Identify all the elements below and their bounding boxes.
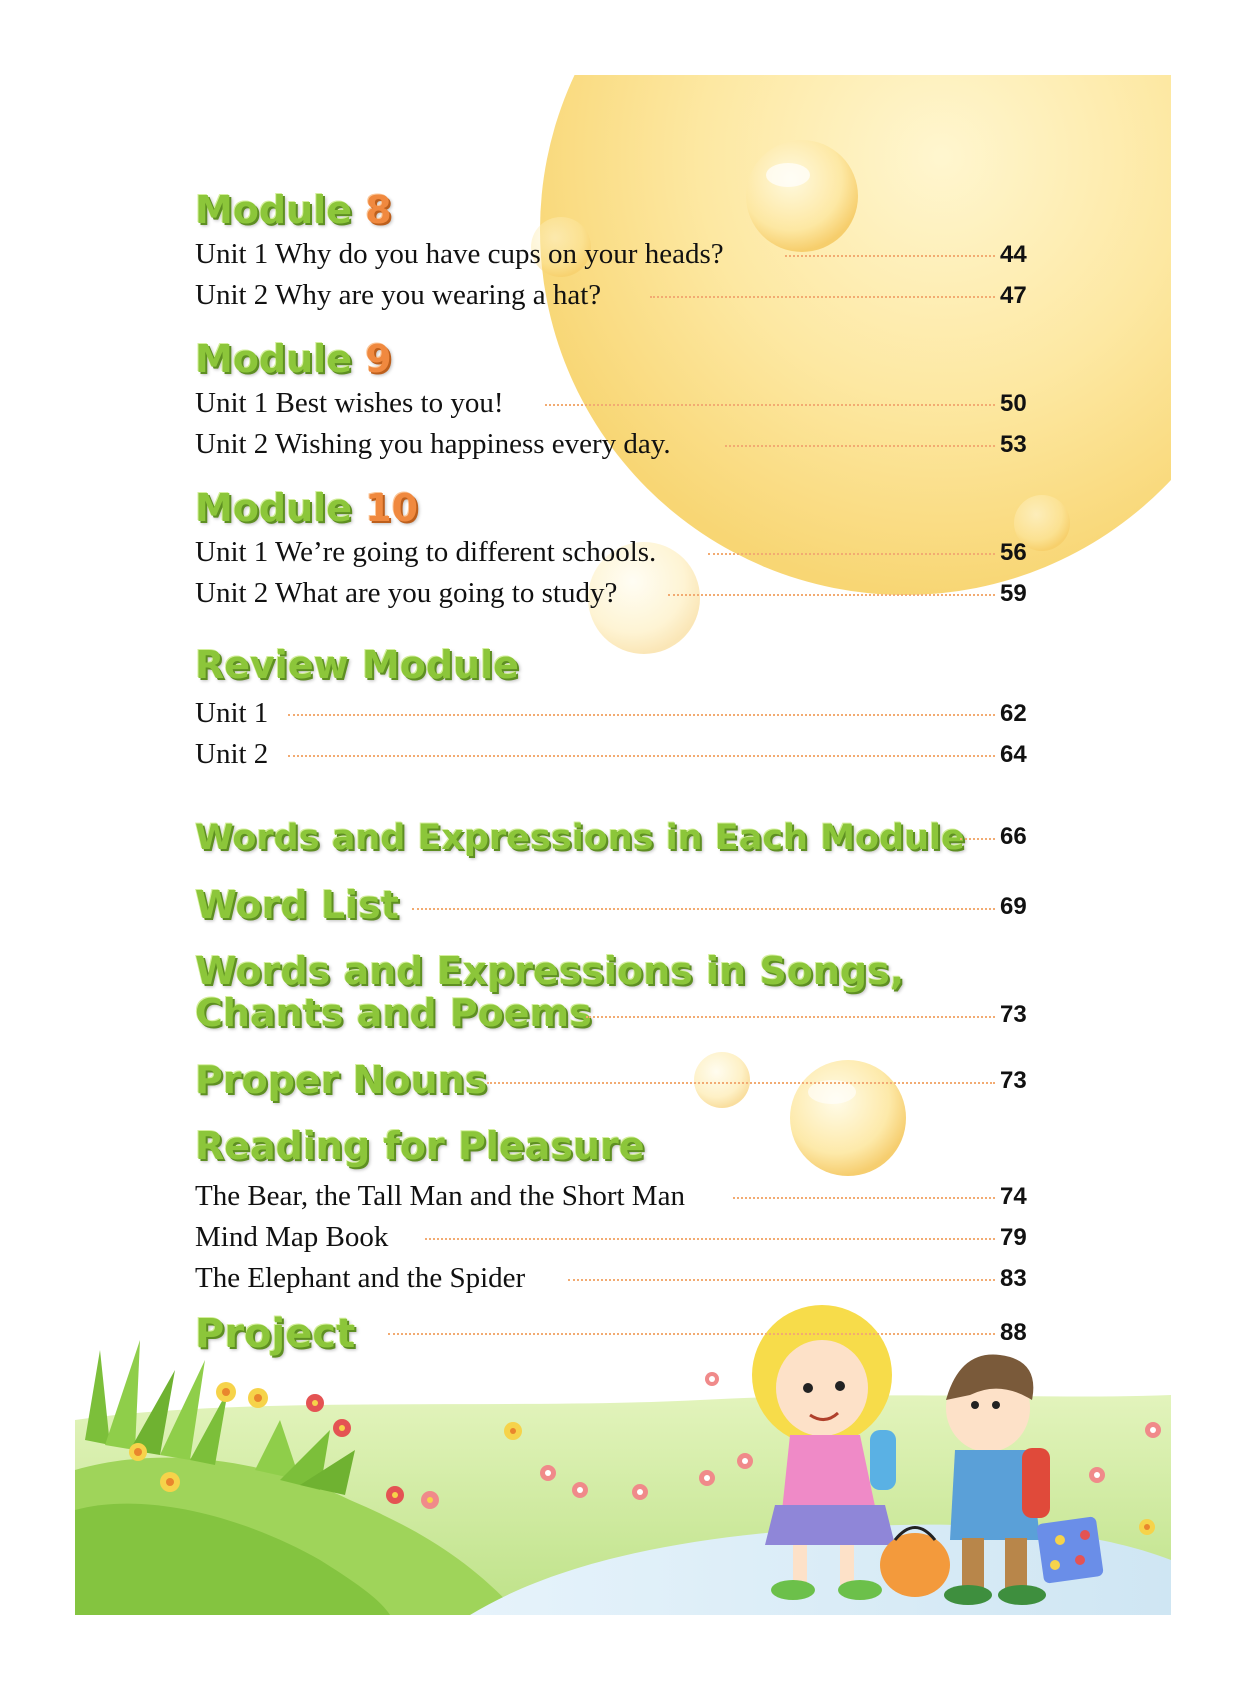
module-heading-label: Module <box>195 337 352 381</box>
toc-entry-title[interactable]: Unit 1 Why do you have cups on your heads? <box>195 238 724 270</box>
toc-page-number: 64 <box>1000 741 1027 768</box>
toc-page-number: 62 <box>1000 700 1027 727</box>
leader-dots <box>545 404 995 406</box>
bubble-icon <box>694 1052 750 1108</box>
toc-page-number: 74 <box>1000 1183 1027 1210</box>
leader-dots <box>960 838 995 840</box>
module-9-heading <box>195 337 392 381</box>
songs-heading[interactable] <box>195 950 904 1034</box>
bag-icon <box>1036 1516 1104 1584</box>
toc-entry-title[interactable]: Unit 1 We’re going to different schools. <box>195 536 657 568</box>
leader-dots <box>568 1279 995 1281</box>
module-number: 8 <box>365 188 392 232</box>
toc-page-number: 73 <box>1000 1067 1027 1094</box>
leader-dots <box>288 755 995 757</box>
toc-page-number: 56 <box>1000 539 1027 566</box>
toc-page-number: 73 <box>1000 1001 1027 1028</box>
module-10-heading <box>195 486 418 530</box>
toc-page-number: 53 <box>1000 431 1027 458</box>
toc-page-number: 69 <box>1000 893 1027 920</box>
leader-dots <box>388 1333 995 1335</box>
songs-heading-line-1: Words and Expressions in Songs, <box>195 949 905 993</box>
toc-entry-title[interactable]: The Bear, the Tall Man and the Short Man <box>195 1180 685 1212</box>
toc-entry-title[interactable]: Mind Map Book <box>195 1221 389 1253</box>
toc-page-number: 88 <box>1000 1319 1027 1346</box>
leader-dots <box>668 594 995 596</box>
toc-page-number: 59 <box>1000 580 1027 607</box>
toc-page-number: 66 <box>1000 823 1027 850</box>
toc-entry-title[interactable]: Unit 1 Best wishes to you! <box>195 387 504 419</box>
module-number: 9 <box>365 337 392 381</box>
module-8-heading <box>195 188 392 232</box>
leader-dots <box>586 1016 995 1018</box>
leader-dots <box>425 1238 995 1240</box>
toc-entry-title[interactable]: Unit 2 Why are you wearing a hat? <box>195 279 602 311</box>
word-list-heading[interactable]: Word List <box>195 883 399 927</box>
proper-nouns-heading[interactable]: Proper Nouns <box>195 1058 488 1102</box>
toc-page-number: 44 <box>1000 241 1027 268</box>
words-each-module-heading[interactable]: Words and Expressions in Each Module <box>195 818 965 858</box>
leader-dots <box>733 1197 995 1199</box>
leader-dots <box>412 908 995 910</box>
leader-dots <box>487 1082 995 1084</box>
leader-dots <box>650 296 995 298</box>
toc-page-number: 50 <box>1000 390 1027 417</box>
toc-entry-title[interactable]: Unit 1 <box>195 697 269 729</box>
module-heading-label: Module <box>195 188 352 232</box>
songs-heading-line-2: Chants and Poems <box>195 991 592 1035</box>
toc-entry-title[interactable]: Unit 2 What are you going to study? <box>195 577 618 609</box>
toc-page-number: 83 <box>1000 1265 1027 1292</box>
project-heading[interactable]: Project <box>195 1311 356 1357</box>
toc-entry-title[interactable]: The Elephant and the Spider <box>195 1262 526 1294</box>
leader-dots <box>288 714 995 716</box>
review-module-heading: Review Module <box>195 643 519 687</box>
module-heading-label: Module <box>195 486 352 530</box>
toc-page-number: 79 <box>1000 1224 1027 1251</box>
toc-page-number: 47 <box>1000 282 1027 309</box>
toc-entry-title[interactable]: Unit 2 Wishing you happiness every day. <box>195 428 671 460</box>
leader-dots <box>708 553 995 555</box>
reading-for-pleasure-heading: Reading for Pleasure <box>195 1124 645 1168</box>
bubble-icon <box>746 140 858 252</box>
leader-dots <box>725 445 995 447</box>
module-number: 10 <box>365 486 419 530</box>
leader-dots <box>785 255 995 257</box>
bubble-icon <box>790 1060 906 1176</box>
toc-entry-title[interactable]: Unit 2 <box>195 738 269 770</box>
